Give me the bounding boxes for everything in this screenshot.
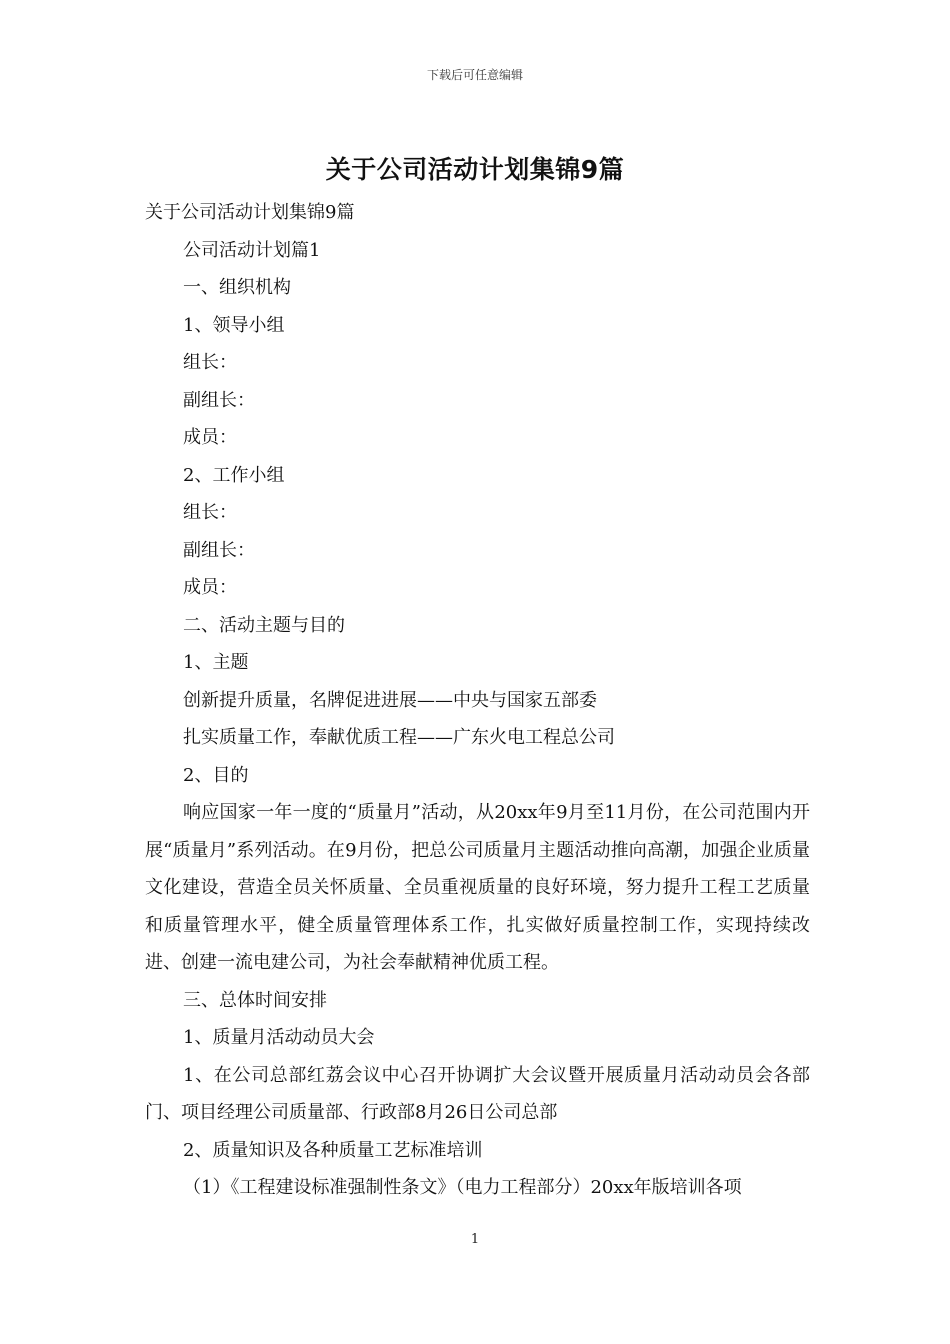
list-item: 成员： [183,427,237,448]
list-item: （1）《工程建设标准强制性条文》（电力工程部分）20xx年版培训各项 [183,1177,742,1198]
list-item: 2、质量知识及各种质量工艺标准培训 [183,1139,483,1161]
document-title: 关于公司活动计划集锦9篇 [325,155,625,184]
list-item: 创新提升质量，名牌促进进展——中央与国家五部委 [183,689,597,711]
list-item: 副组长： [183,389,255,411]
body-paragraph: 响应国家一年一度的“质量月”活动，从20xx年9月至11月份，在公司范围内开展“质量月”系列活动。在9月份，把总公司质量月主题活动推向高潮，加强企业质量文化建设，营造全员关怀质量、全员重视质量的良好环境，努力提升工程工艺质量和质量管理水平，健全质量管理体系工作，扎实做好质量控制工作，实现持续改进、创建一流电建公司，为社会奉献精神优质工程。 [145,802,810,973]
list-item: 一、组织机构 [183,277,291,298]
document-body [145,194,810,1207]
body-paragraph: 1、在公司总部红荔会议中心召开协调扩大会议暨开展质量月活动动员会各部门、项目经理公司质量部、行政部8月26日公司总部 [145,1064,810,1123]
page-number: 1 [470,1232,480,1247]
list-item: 扎实质量工作，奉献优质工程——广东火电工程总公司 [183,727,615,748]
section-heading: 公司活动计划篇1 [183,239,321,261]
list-item: 1、主题 [183,652,249,673]
list-item: 成员： [183,577,237,598]
list-item: 副组长： [183,539,255,561]
list-item: 二、活动主题与目的 [183,614,345,636]
subtitle-line: 关于公司活动计划集锦9篇 [145,202,355,223]
list-item: 1、质量月活动动员大会 [183,1027,375,1048]
list-item: 组长： [183,502,237,523]
list-item: 组长： [183,352,237,373]
list-item: 三、总体时间安排 [183,989,327,1011]
header-note: 下载后可任意编辑 [426,68,523,82]
list-item: 1、领导小组 [183,314,285,336]
list-item: 2、工作小组 [183,464,285,486]
list-item: 2、目的 [183,764,249,786]
